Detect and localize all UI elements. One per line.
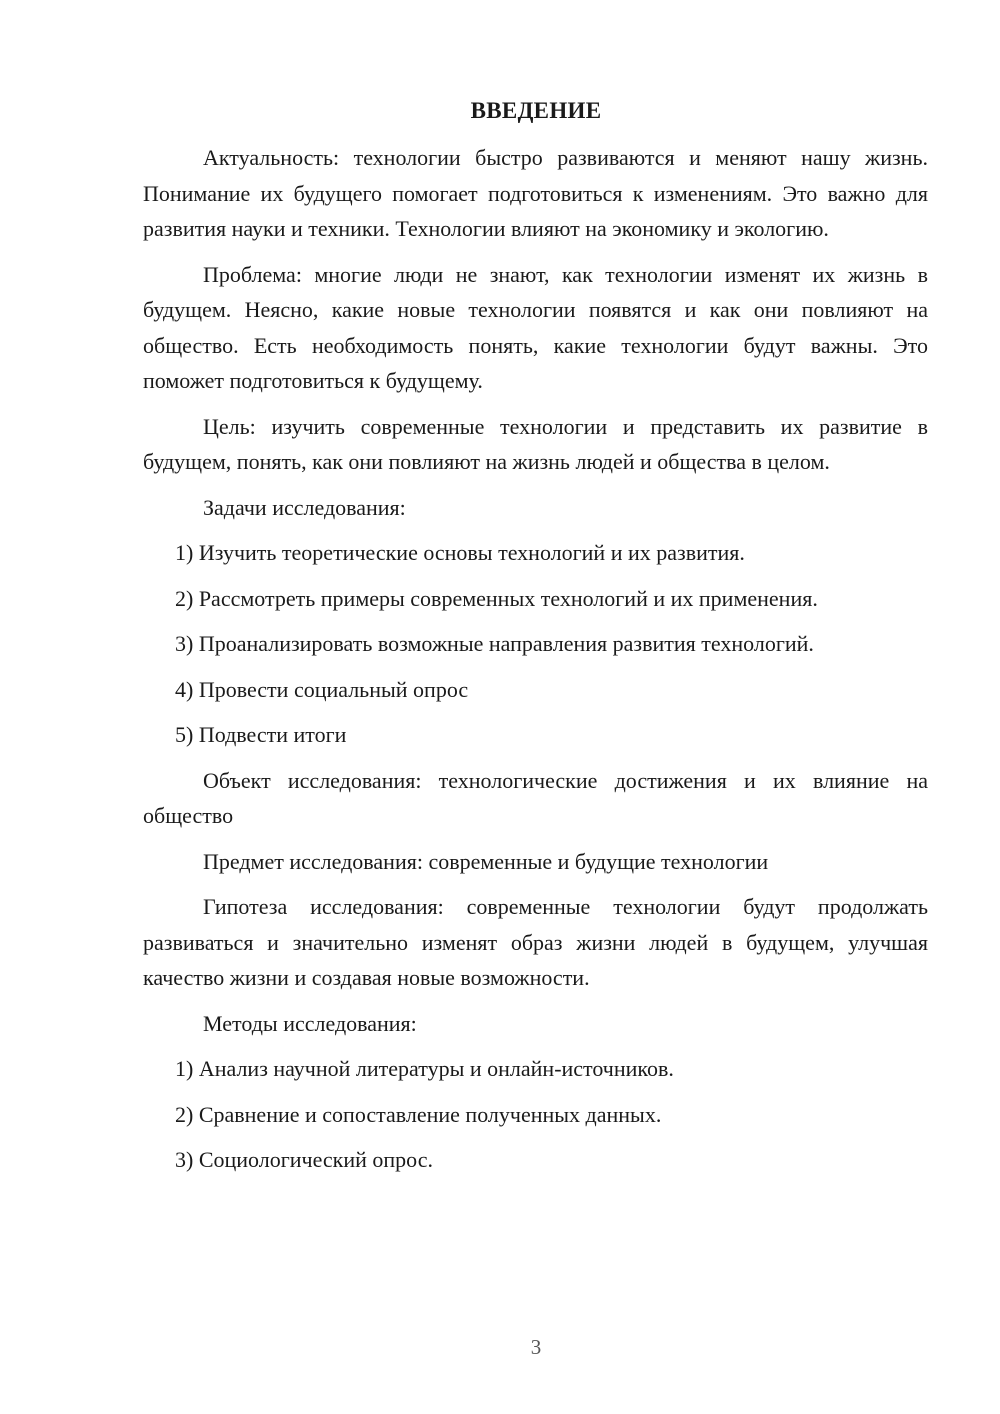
task-item-3: 3) Проанализировать возможные направления развития технологий. (175, 631, 814, 656)
task-item-2: 2) Рассмотреть примеры современных технологий и их применения. (175, 585, 818, 611)
task-item-4: 4) Провести социальный опрос (175, 676, 469, 702)
body-text (143, 140, 928, 1188)
method-item-1: 1) Анализ научной литературы и онлайн-источников. (175, 1056, 674, 1081)
section-heading: ВВЕДЕНИЕ (470, 98, 602, 123)
page-number: 3 (530, 1335, 542, 1359)
hypothesis-paragraph: Гипотеза исследования: современные технологии будут продолжать развиваться и значительно изменят образ жизни людей в будущем, улучшая качество жизни и создавая новые возможности. (143, 894, 928, 990)
task-item-1: 1) Изучить теоретические основы технологий и их развития. (175, 540, 745, 565)
problem-paragraph: Проблема: многие люди не знают, как технологии изменят их жизнь в будущем. Неясно, какие новые технологии появятся и как они повлияют на общество. Есть необходимость понять, какие технологии будут важны. Это поможет подготовиться к будущему. (143, 261, 928, 393)
methods-heading: Методы исследования: (203, 1010, 417, 1036)
subject-paragraph: Предмет исследования: современные и будущие технологии (203, 848, 769, 874)
relevance-paragraph: Актуальность: технологии быстро развиваются и меняют нашу жизнь. Понимание их будущего помогает подготовиться к изменениям. Это важно для развития науки и техники. Технологии влияют на экономику и экологию. (143, 145, 928, 241)
object-paragraph: Объект исследования: технологические достижения и их влияние на общество (143, 767, 928, 828)
tasks-heading: Задачи исследования: (203, 494, 406, 520)
method-item-3: 3) Социологический опрос. (175, 1147, 433, 1172)
goal-paragraph: Цель: изучить современные технологии и представить их развитие в будущем, понять, как они повлияют на жизнь людей и общества в целом. (143, 413, 928, 474)
method-item-2: 2) Сравнение и сопоставление полученных данных. (175, 1101, 662, 1127)
task-item-5: 5) Подвести итоги (175, 722, 347, 747)
